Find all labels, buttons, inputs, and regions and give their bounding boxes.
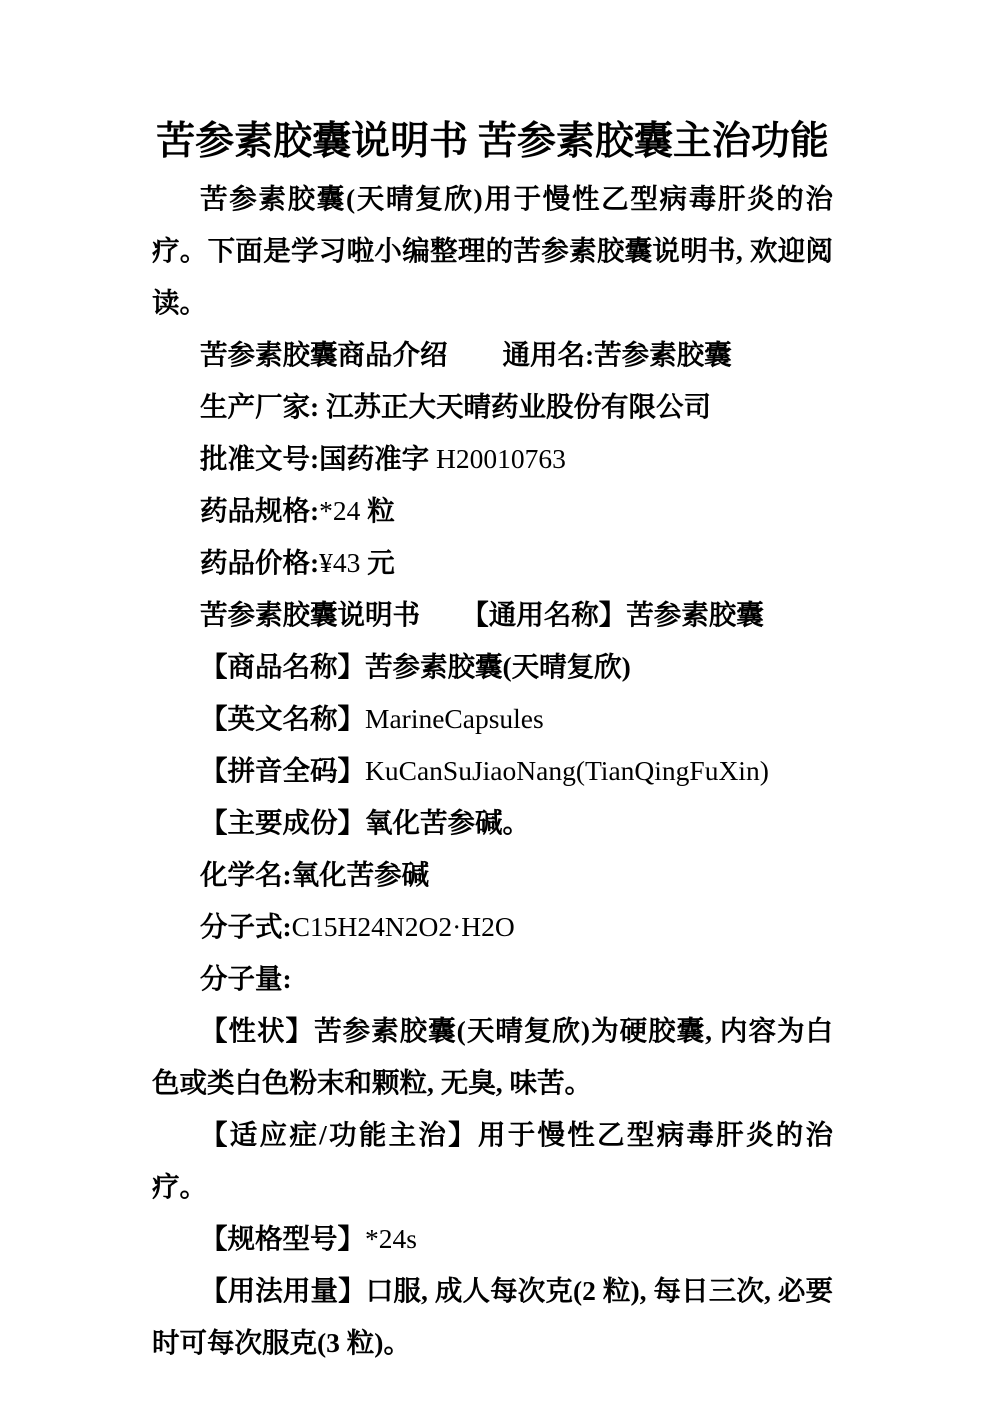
paragraph-drug-spec [152,485,833,537]
document-title: 苦参素胶囊说明书 苦参素胶囊主治功能 [156,120,829,163]
text-run: 苦参素胶囊商品介绍 通用名:苦参素胶囊 [200,339,732,370]
text-run: 苦参素胶囊说明书 【通用名称】苦参素胶囊 [200,599,764,630]
paragraph-chemical-name [152,849,833,901]
paragraph-molecular-weight [152,953,833,1005]
text-run: KuCanSuJiaoNang(TianQingFuXin) [365,755,769,786]
paragraph-molecular-formula [152,901,833,953]
paragraph-intro [152,173,833,329]
paragraph-product-intro-generic-name [152,329,833,381]
paragraph-indications [152,1109,833,1213]
text-run: 元 [367,547,395,578]
text-run: 【规格型号】 [200,1223,365,1254]
text-run: ¥43 [319,547,368,578]
paragraph-dosage [152,1265,833,1369]
text-run: 药品价格: [200,547,320,578]
text-run: 【用法用量】口服, 成人每次克(2 粒), 每日三次, 必要时可每次服克(3 粒)。 [152,1275,833,1358]
paragraph-english-name [152,693,833,745]
text-run: 药品规格: [200,495,320,526]
text-run: 【英文名称】 [200,703,365,734]
text-run: 生产厂家: 江苏正大天晴药业股份有限公司 [200,391,712,422]
paragraph-list [152,173,833,1369]
paragraph-leaflet-generic-name [152,589,833,641]
text-run: 批准文号:国药准字 [200,443,437,474]
text-run: 粒 [367,495,395,526]
text-run: 【性状】苦参素胶囊(天晴复欣)为硬胶囊, 内容为白色或类白色粉末和颗粒, 无臭, 味苦。 [152,1015,833,1098]
paragraph-drug-price [152,537,833,589]
text-run: *24s [365,1223,417,1254]
text-run: MarineCapsules [365,703,544,734]
paragraph-description [152,1005,833,1109]
paragraph-spec-model [152,1213,833,1265]
paragraph-trade-name [152,641,833,693]
text-run: C15H24N2O2·H2O [291,911,515,942]
text-run: H20010763 [436,443,566,474]
text-run: 【拼音全码】 [200,755,365,786]
text-run: 分子量: [200,963,292,994]
paragraph-manufacturer [152,381,833,433]
text-run: 【商品名称】苦参素胶囊(天晴复欣) [200,651,631,682]
text-run: *24 [319,495,368,526]
text-run: 化学名:氧化苦参碱 [200,859,430,890]
text-run: 【主要成份】氧化苦参碱。 [200,807,530,838]
text-run: 苦参素胶囊(天晴复欣)用于慢性乙型病毒肝炎的治疗。下面是学习啦小编整理的苦参素胶囊说明书, 欢迎阅读。 [152,183,833,318]
text-run: 分子式: [200,911,292,942]
paragraph-approval-number [152,433,833,485]
paragraph-pinyin-full-code [152,745,833,797]
paragraph-main-ingredients [152,797,833,849]
text-run: 【适应症/功能主治】用于慢性乙型病毒肝炎的治疗。 [152,1119,833,1202]
